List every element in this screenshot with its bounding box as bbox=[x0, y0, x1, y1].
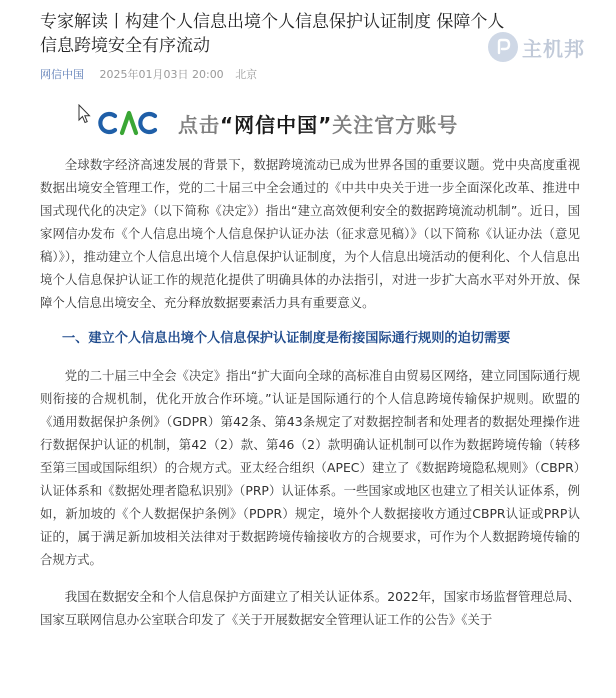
article-title: 专家解读丨构建个人信息出境个人信息保护认证制度 保障个人信息跨境安全有序流动 bbox=[40, 12, 505, 56]
watermark-logo-icon bbox=[488, 32, 518, 62]
article-location: 北京 bbox=[235, 68, 258, 81]
banner-suffix: 关注官方账号 bbox=[332, 112, 459, 137]
section-heading: 一、建立个人信息出境个人信息保护认证制度是衔接国际通行规则的迫切需要 bbox=[62, 331, 511, 346]
watermark bbox=[488, 30, 608, 64]
watermark-text: 主机邦 bbox=[522, 36, 585, 61]
article-meta bbox=[40, 66, 257, 82]
banner-prefix: 点击 bbox=[178, 112, 220, 137]
article-date: 2025年01月03日 20:00 bbox=[99, 68, 224, 81]
banner-account-name: “网信中国” bbox=[220, 112, 333, 137]
body-paragraph: 我国在数据安全和个人信息保护方面建立了相关认证体系。2022年，国家市场监督管理总局、国家互联网信息办公室联合印发了《关于开展数据安全管理认证工作的公告》《关于 bbox=[40, 589, 580, 627]
follow-banner[interactable] bbox=[96, 106, 526, 140]
cac-logo-icon bbox=[96, 108, 160, 138]
article-body bbox=[40, 153, 580, 645]
body-paragraph: 党的二十届三中全会《决定》指出“扩大面向全球的高标准自由贸易区网络，建立同国际通行规则衔接的合规机制，优化开放合作环境。”认证是国际通行的个人信息跨境传输保护规则。欧盟的《通用数据保护条例》（GDPR）第42条、第43条规定了对数据控制者和处理者的数据处理操作进行数据保护认证的机制，第42（2）款、第46（2）款明确认证机制可以作为数据跨境传输（转移至第三国或国际组织）的合规方式。亚太经合组织（APEC）建立了《数据跨境隐私规则》（CBPR）认证体系和《数据处理者隐私识别》（PRP）认证体系。一些国家或地区也建立了相关认证体系，例如，新加坡的《个人数据保护条例》（PDPR）规定，境外个人数据接收方通过CBPR认证或PRP认证的，属于满足新加坡相关法律对于数据跨境传输接收方的合规要求，可作为个人数据跨境传输的合规方式。 bbox=[40, 368, 580, 567]
mouse-pointer-icon bbox=[78, 104, 92, 124]
article-source-link[interactable]: 网信中国 bbox=[40, 68, 84, 81]
follow-banner-text bbox=[178, 109, 458, 138]
body-paragraph: 全球数字经济高速发展的背景下，数据跨境流动已成为世界各国的重要议题。党中央高度重视数据出境安全管理工作，党的二十届三中全会通过的《中共中央关于进一步全面深化改革、推进中国式现代化的决定》（以下简称《决定》）指出“建立高效便利安全的数据跨境流动机制”。近日，国家网信办发布《个人信息出境个人信息保护认证办法（征求意见稿）》（以下简称《认证办法（意见稿）》），推动建立个人信息出境个人信息保护认证制度，为个人信息出境活动的便利化、个人信息出境个人信息保护认证工作的规范化提供了明确具体的办法指引，对进一步扩大高水平对外开放、保障个人信息出境安全、充分释放数据要素活力具有重要意义。 bbox=[40, 157, 580, 310]
